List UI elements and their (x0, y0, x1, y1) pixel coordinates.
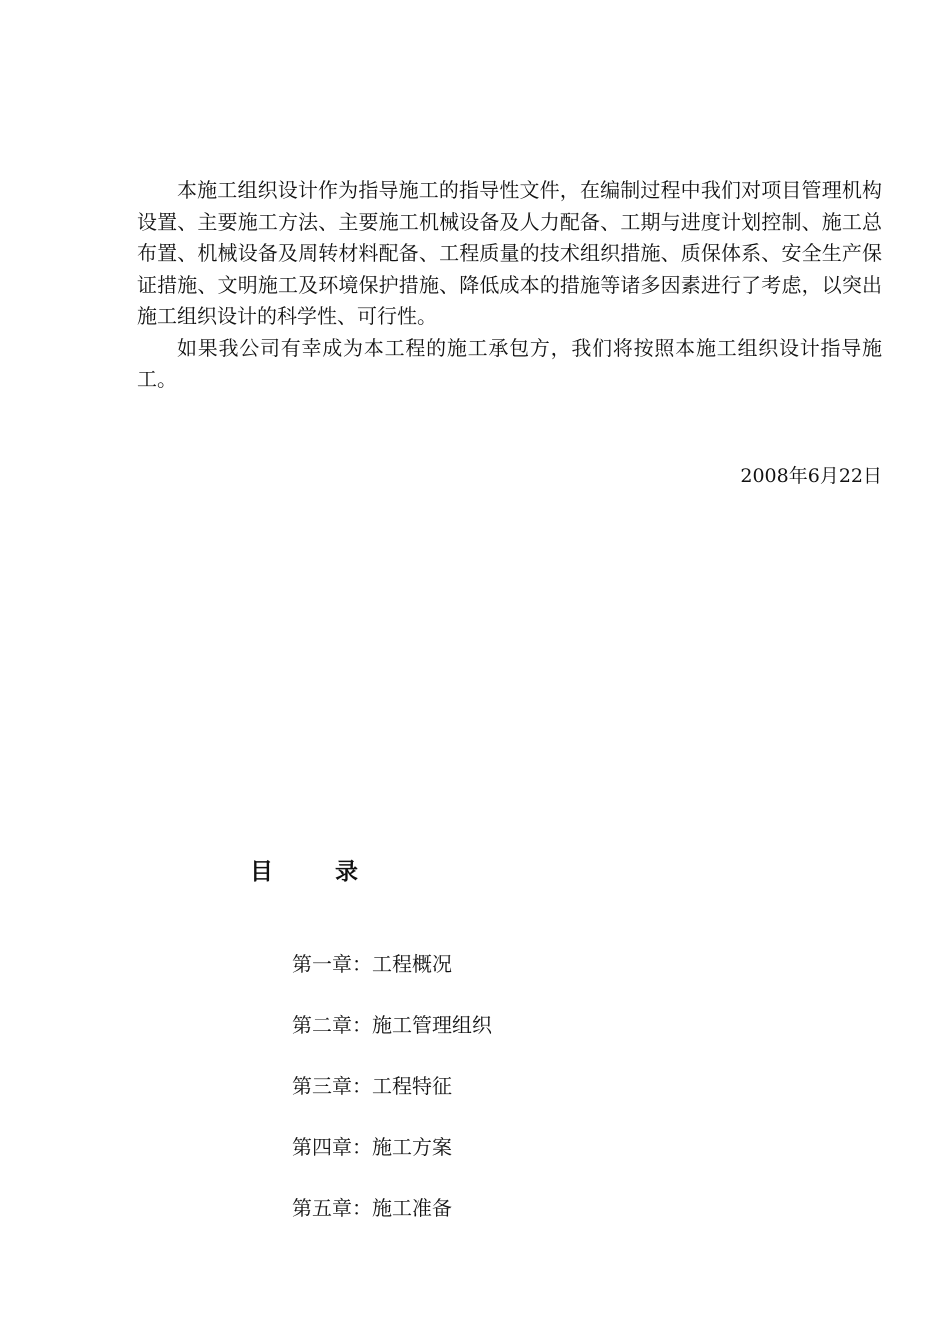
toc-title: 目录 (250, 859, 420, 885)
intro-paragraph-2: 如果我公司有幸成为本工程的施工承包方，我们将按照本施工组织设计指导施工。 (137, 335, 882, 391)
document-date: 2008年6月22日 (740, 465, 882, 487)
toc-item: 第五章：施工准备 (292, 1196, 452, 1220)
toc-item: 第四章：施工方案 (292, 1135, 452, 1159)
toc-item: 第二章：施工管理组织 (292, 1013, 492, 1037)
toc-list (292, 946, 492, 1251)
intro-section (137, 175, 882, 396)
toc-item: 第三章：工程特征 (292, 1074, 452, 1098)
intro-paragraph-1: 本施工组织设计作为指导施工的指导性文件，在编制过程中我们对项目管理机构设置、主要施工方法、主要施工机械设备及人力配备、工期与进度计划控制、施工总布置、机械设备及周转材料配备、工程质量的技术组织措施、质保体系、安全生产保证措施、文明施工及环境保护措施、降低成本的措施等诸多因素进行了考虑，以突出施工组织设计的科学性、可行性。 (137, 178, 882, 328)
toc-item: 第一章：工程概况 (292, 952, 452, 976)
